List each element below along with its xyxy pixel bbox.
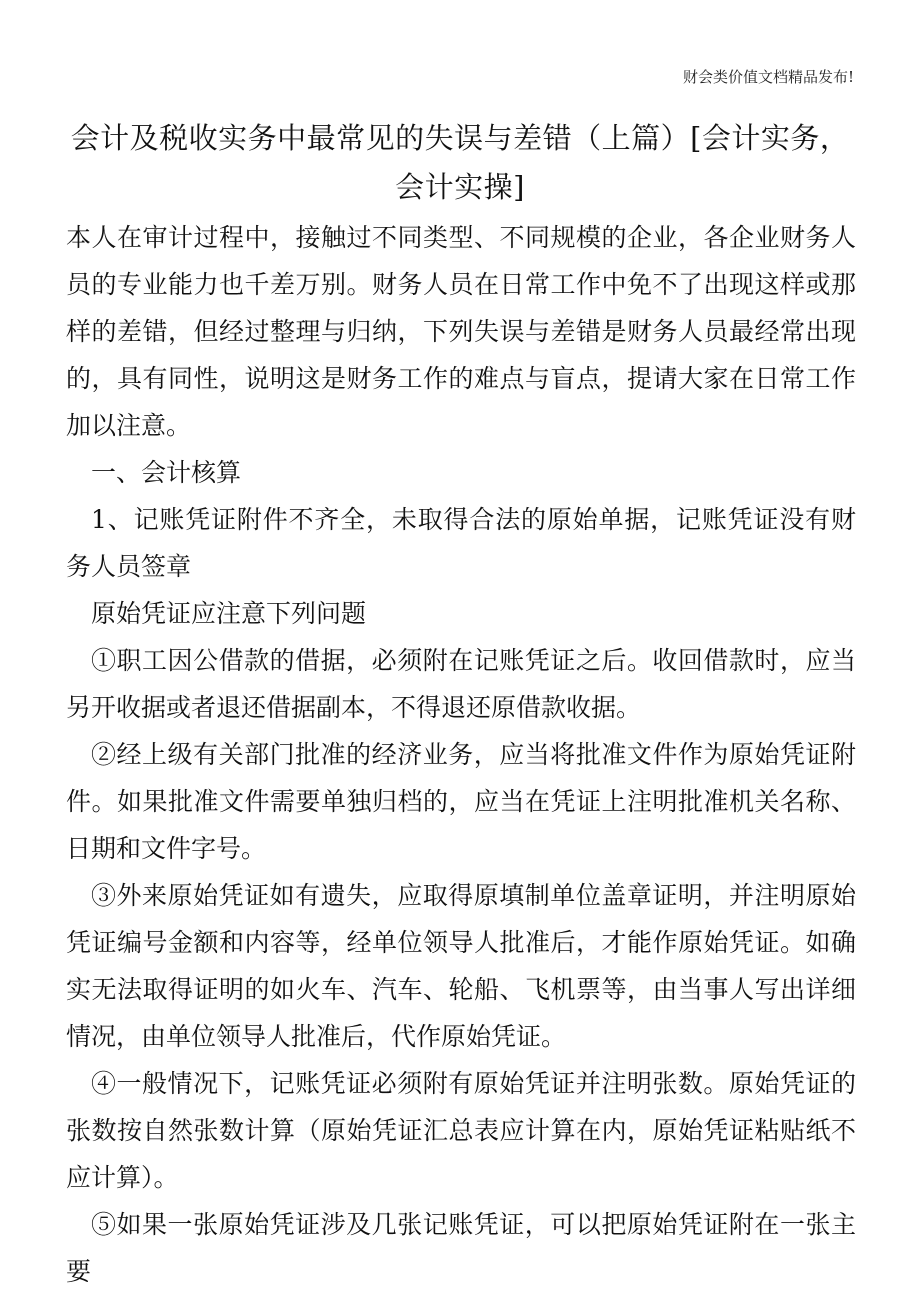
section-heading: 一、会计核算 [91, 458, 242, 487]
list-item: ②经上级有关部门批准的经济业务，应当将批准文件作为原始凭证附件。如果批准文件需要单独归档的，应当在凭证上注明批准机关名称、日期和文件字号。 [66, 740, 856, 863]
list-item: ⑤如果一张原始凭证涉及几张记账凭证，可以把原始凭证附在一张主要 [66, 1210, 856, 1286]
list-item: ④一般情况下，记账凭证必须附有原始凭证并注明张数。原始凭证的张数按自然张数计算（原始凭证汇总表应计算在内，原始凭证粘贴纸不应计算）。 [66, 1069, 856, 1192]
item-heading: 1、记账凭证附件不齐全，未取得合法的原始单据，记账凭证没有财务人员签章 [66, 505, 856, 581]
list-item: ①职工因公借款的借据，必须附在记账凭证之后。收回借款时，应当另开收据或者退还借据副本，不得退还原借款收据。 [66, 646, 856, 722]
document-title: 会计及税收实务中最常见的失误与差错（上篇）[会计实务，会计实操] [70, 121, 850, 204]
intro-paragraph: 本人在审计过程中，接触过不同类型、不同规模的企业，各企业财务人员的专业能力也千差万别。财务人员在日常工作中免不了出现这样或那样的差错，但经过整理与归纳，下列失误与差错是财务人员最经常出现的，具有同性，说明这是财务工作的难点与盲点，提请大家在日常工作加以注意。 [66, 223, 856, 440]
list-item: ③外来原始凭证如有遗失，应取得原填制单位盖章证明，并注明原始凭证编号金额和内容等，经单位领导人批准后，才能作原始凭证。如确实无法取得证明的如火车、汽车、轮船、飞机票等，由当事人写出详细情况，由单位领导人批准后，代作原始凭证。 [66, 881, 856, 1051]
header-note: 财会类价值文档精品发布! [682, 68, 854, 86]
document-body [66, 214, 856, 1295]
subheading: 原始凭证应注意下列问题 [91, 599, 367, 628]
